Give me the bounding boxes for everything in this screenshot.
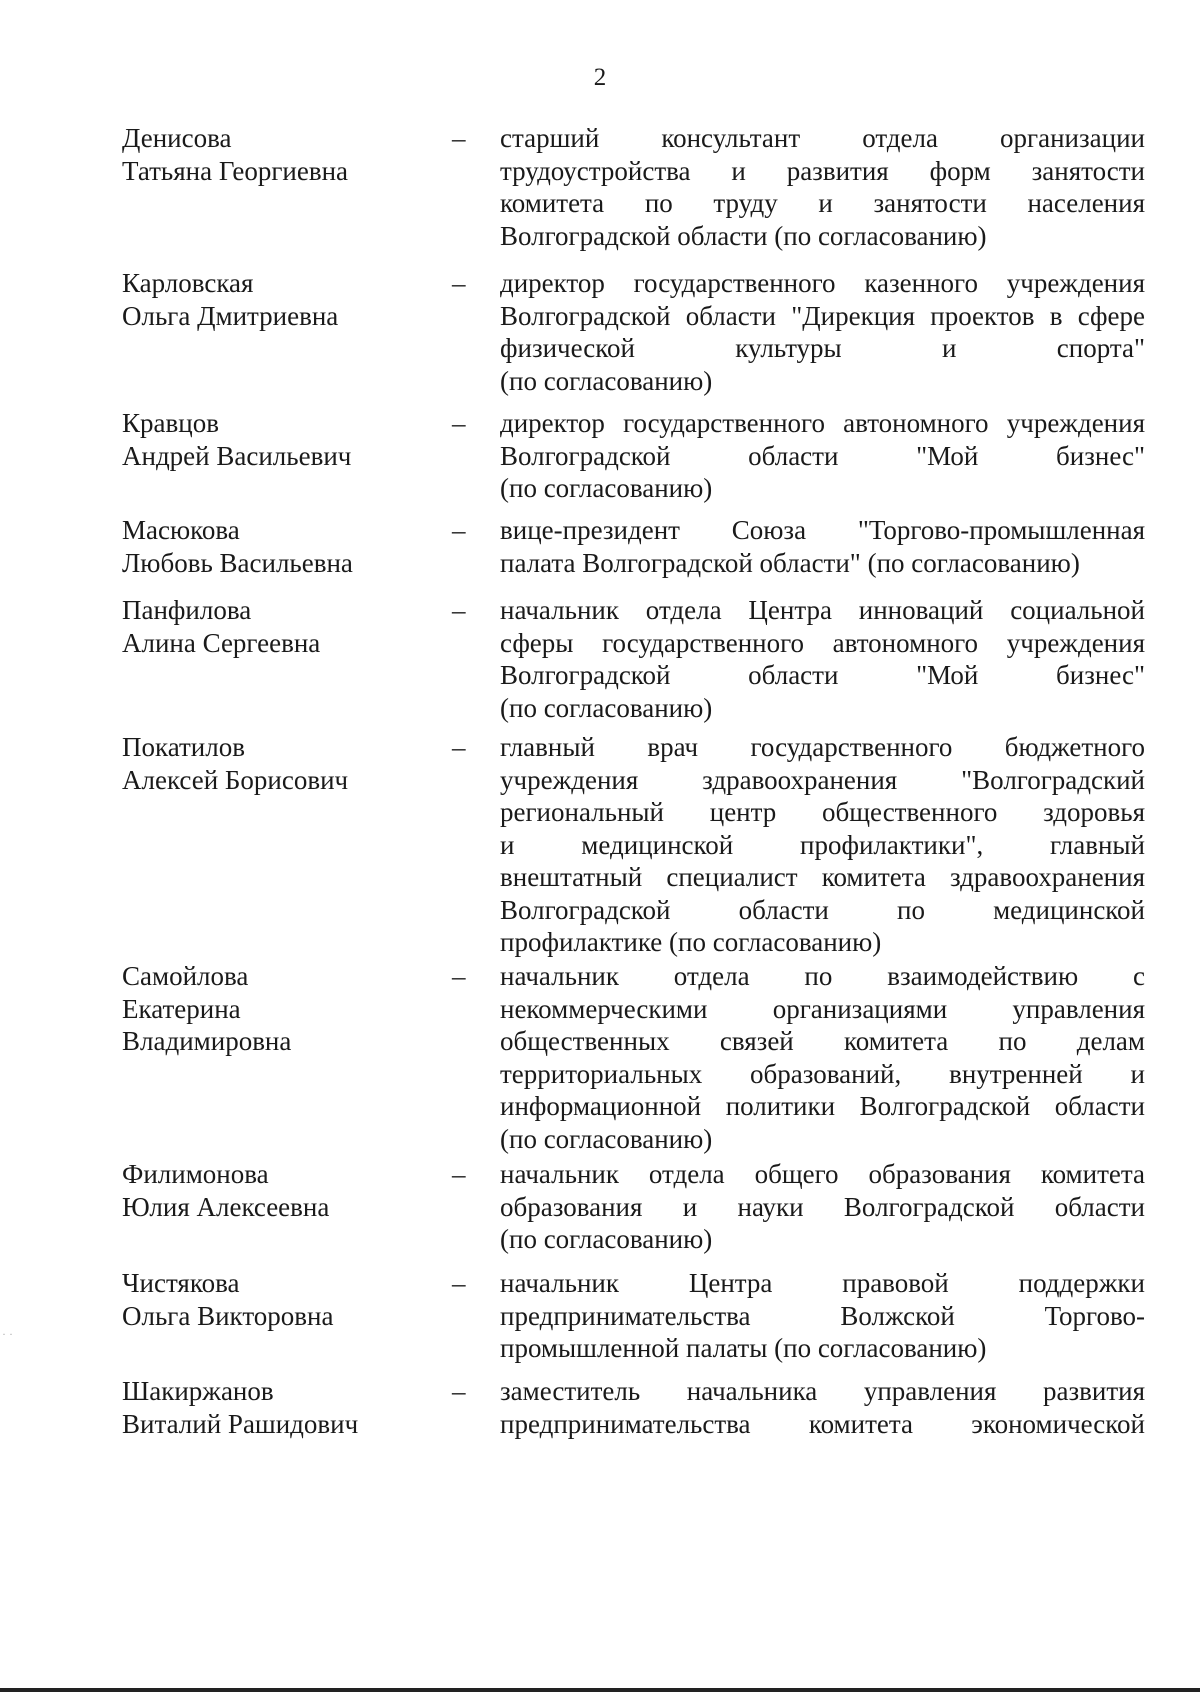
position-line: образования и науки Волгоградской области	[500, 1191, 1145, 1222]
dash-separator: –	[452, 595, 466, 625]
position-line: (по согласованию)	[500, 1123, 713, 1154]
member-position	[500, 1158, 1145, 1256]
dash-separator: –	[452, 408, 466, 438]
dash-separator: –	[452, 1376, 466, 1406]
dash-separator: –	[452, 1159, 466, 1189]
position-line: (по согласованию)	[500, 365, 713, 396]
position-line: заместитель начальника управления развития	[500, 1376, 1145, 1406]
member-position	[500, 594, 1145, 724]
dash-separator: –	[452, 961, 466, 991]
member-position	[500, 122, 1145, 252]
position-line: комитета по труду и занятости населения	[500, 188, 1145, 218]
position-line: главный врач государственного бюджетного	[500, 732, 1145, 762]
position-line: старший консультант отдела организации	[500, 123, 1145, 153]
member-name-line: Масюкова	[122, 515, 240, 545]
member-name-line: Покатилов	[122, 732, 245, 762]
member-name	[122, 407, 422, 472]
scan-margin-mark: · ·	[2, 1327, 13, 1341]
position-line: директор государственного автономного учреждения	[500, 408, 1145, 438]
member-name	[122, 1267, 422, 1332]
member-name	[122, 514, 422, 579]
position-line: профилактике (по согласованию)	[500, 927, 882, 957]
position-line: Волгоградской области "Дирекция проектов в сфере	[500, 300, 1145, 331]
position-line: начальник отдела по взаимодействию с	[500, 961, 1145, 991]
position-line: общественных связей комитета по делам	[500, 1026, 1145, 1056]
page-number: 2	[593, 64, 607, 91]
member-position	[500, 267, 1145, 397]
member-name-line: Любовь Васильевна	[122, 547, 353, 578]
member-name-line: Екатерина	[122, 993, 241, 1024]
position-line: Волгоградской области "Мой бизнес"	[500, 440, 1145, 471]
position-line: территориальных образований, внутренней и	[500, 1058, 1145, 1089]
member-name-line: Денисова	[122, 123, 232, 153]
position-line: директор государственного казенного учреждения	[500, 268, 1145, 298]
dash-separator: –	[452, 732, 466, 762]
member-name-line: Панфилова	[122, 595, 252, 625]
member-name-line: Чистякова	[122, 1268, 240, 1298]
member-name-line: Виталий Рашидович	[122, 1408, 359, 1439]
position-line: физической культуры и спорта"	[500, 333, 1145, 363]
dash-separator: –	[452, 1268, 466, 1298]
member-name	[122, 960, 422, 1058]
position-line: Волгоградской области "Мой бизнес"	[500, 660, 1145, 690]
position-line: начальник Центра правовой поддержки	[500, 1268, 1145, 1298]
member-name-line: Самойлова	[122, 961, 249, 991]
member-name-line: Филимонова	[122, 1159, 269, 1189]
position-line: внештатный специалист комитета здравоохранения	[500, 862, 1145, 892]
position-line: предпринимательства комитета экономической	[500, 1408, 1145, 1439]
member-name-line: Ольга Дмитриевна	[122, 300, 339, 331]
position-line: палата Волгоградской области" (по согласованию)	[500, 547, 1080, 578]
member-name-line: Татьяна Георгиевна	[122, 155, 349, 186]
member-position	[500, 960, 1145, 1155]
member-name	[122, 731, 422, 796]
member-name	[122, 594, 422, 659]
member-name-line: Кравцов	[122, 408, 219, 438]
position-line: учреждения здравоохранения "Волгоградский	[500, 764, 1145, 795]
position-line: трудоустройства и развития форм занятости	[500, 155, 1145, 186]
position-line: (по согласованию)	[500, 1224, 713, 1254]
member-name-line: Алина Сергеевна	[122, 627, 321, 658]
dash-separator: –	[452, 268, 466, 298]
dash-separator: –	[452, 515, 466, 545]
member-name-line: Алексей Борисович	[122, 764, 349, 795]
member-name-line: Владимировна	[122, 1026, 292, 1056]
position-line: Волгоградской области по медицинской	[500, 894, 1145, 925]
position-line: региональный центр общественного здоровья	[500, 797, 1145, 827]
position-line: вице-президент Союза "Торгово-промышленная	[500, 515, 1145, 545]
position-line: предпринимательства Волжской Торгово-	[500, 1300, 1145, 1331]
position-line: промышленной палаты (по согласованию)	[500, 1333, 987, 1363]
position-line: Волгоградской области (по согласованию)	[500, 220, 987, 251]
member-name-line: Юлия Алексеевна	[122, 1191, 330, 1222]
position-line: сферы государственного автономного учреждения	[500, 627, 1145, 658]
member-name	[122, 122, 422, 187]
member-name-line: Андрей Васильевич	[122, 440, 352, 471]
bottom-rule	[0, 1688, 1200, 1692]
member-name	[122, 1158, 422, 1223]
member-position	[500, 514, 1145, 579]
member-name-line: Карловская	[122, 268, 254, 298]
member-name-line: Ольга Викторовна	[122, 1300, 334, 1331]
member-name	[122, 267, 422, 332]
member-name-line: Шакиржанов	[122, 1376, 274, 1406]
position-line: и медицинской профилактики", главный	[500, 829, 1145, 860]
member-position	[500, 1375, 1145, 1440]
position-line: (по согласованию)	[500, 692, 713, 723]
position-line: начальник отдела Центра инноваций социальной	[500, 595, 1145, 625]
member-position	[500, 407, 1145, 505]
position-line: начальник отдела общего образования комитета	[500, 1159, 1145, 1189]
position-line: (по согласованию)	[500, 473, 713, 503]
member-name	[122, 1375, 422, 1440]
member-position	[500, 731, 1145, 959]
position-line: некоммерческими организациями управления	[500, 993, 1145, 1024]
member-position	[500, 1267, 1145, 1365]
position-line: информационной политики Волгоградской области	[500, 1091, 1145, 1121]
dash-separator: –	[452, 123, 466, 153]
